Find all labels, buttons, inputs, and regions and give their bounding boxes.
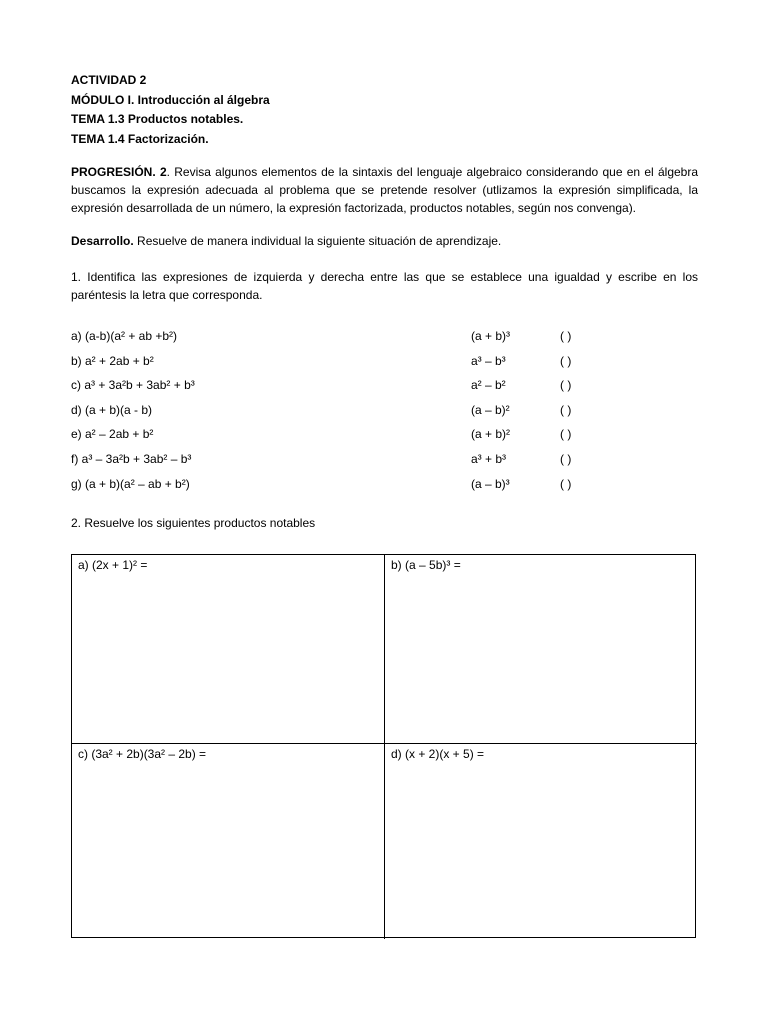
progresion-paragraph xyxy=(71,163,698,217)
left-expression: d) (a + b)(a - b) xyxy=(71,402,153,417)
desarrollo-paragraph xyxy=(71,232,698,250)
matching-row xyxy=(71,472,698,497)
question-1: 1. Identifica las expresiones de izquierda y derecha entre las que se establece una igualdad y escribe en los paréntesis la letra que corresponda. xyxy=(71,270,698,302)
progresion-text: . Revisa algunos elementos de la sintaxis del lenguaje algebraico considerando que en el álgebra buscamos la expresión adecuada al problema que se pretende resolver (utlizamos la expresión simplificada, la expresión desarrollada de un número, la expresión factorizada, productos notables, según nos convenga). xyxy=(71,165,699,215)
product-cell-d[interactable] xyxy=(385,744,697,939)
matching-row xyxy=(71,398,698,423)
answer-parentheses: ( ) xyxy=(560,476,572,491)
desarrollo-text: Resuelve de manera individual la siguiente situación de aprendizaje. xyxy=(133,234,502,248)
left-expression: f) a³ – 3a²b + 3ab² – b³ xyxy=(71,451,192,466)
matching-list xyxy=(71,324,698,496)
topic-title-2: TEMA 1.4 Factorización. xyxy=(71,131,209,146)
question-2: 2. Resuelve los siguientes productos notables xyxy=(71,516,316,530)
answer-parentheses: ( ) xyxy=(560,378,572,393)
document-header xyxy=(71,71,270,149)
topic-title-1: TEMA 1.3 Productos notables. xyxy=(71,112,244,126)
answer-parentheses: ( ) xyxy=(560,451,572,466)
activity-title: ACTIVIDAD 2 xyxy=(71,73,147,87)
desarrollo-label: Desarrollo. xyxy=(71,234,134,248)
right-expression: (a – b)³ xyxy=(471,476,510,491)
product-cell-b[interactable] xyxy=(385,555,697,744)
answer-parentheses: ( ) xyxy=(560,353,572,368)
left-expression: c) a³ + 3a²b + 3ab² + b³ xyxy=(71,378,195,393)
right-expression: (a – b)² xyxy=(471,402,510,417)
right-expression: a³ – b³ xyxy=(471,353,506,368)
matching-row xyxy=(71,422,698,447)
matching-row xyxy=(71,373,698,398)
product-cell-c[interactable] xyxy=(72,744,385,939)
left-expression: e) a² – 2ab + b² xyxy=(71,427,154,442)
module-title: MÓDULO I. Introducción al álgebra xyxy=(71,92,270,107)
left-expression: b) a² + 2ab + b² xyxy=(71,353,154,368)
progresion-label: PROGRESIÓN. 2 xyxy=(71,165,167,179)
answer-parentheses: ( ) xyxy=(560,402,572,417)
product-label: b) (a – 5b)³ = xyxy=(391,558,461,572)
product-label: d) (x + 2)(x + 5) = xyxy=(391,747,485,761)
answer-parentheses: ( ) xyxy=(560,329,572,343)
answer-parentheses: ( ) xyxy=(560,427,572,442)
left-expression: g) (a + b)(a² – ab + b²) xyxy=(71,476,190,491)
matching-row xyxy=(71,324,698,349)
right-expression: (a + b)³ xyxy=(471,329,511,343)
right-expression: a² – b² xyxy=(471,378,506,393)
left-expression: a) (a-b)(a² + ab +b²) xyxy=(71,329,178,343)
right-expression: a³ + b³ xyxy=(471,451,507,466)
matching-row xyxy=(71,447,698,472)
product-label: a) (2x + 1)² = xyxy=(78,558,148,572)
right-expression: (a + b)² xyxy=(471,427,511,442)
product-label: c) (3a² + 2b)(3a² – 2b) = xyxy=(78,747,207,761)
products-table xyxy=(71,554,696,938)
matching-row xyxy=(71,349,698,374)
product-cell-a[interactable] xyxy=(72,555,385,744)
